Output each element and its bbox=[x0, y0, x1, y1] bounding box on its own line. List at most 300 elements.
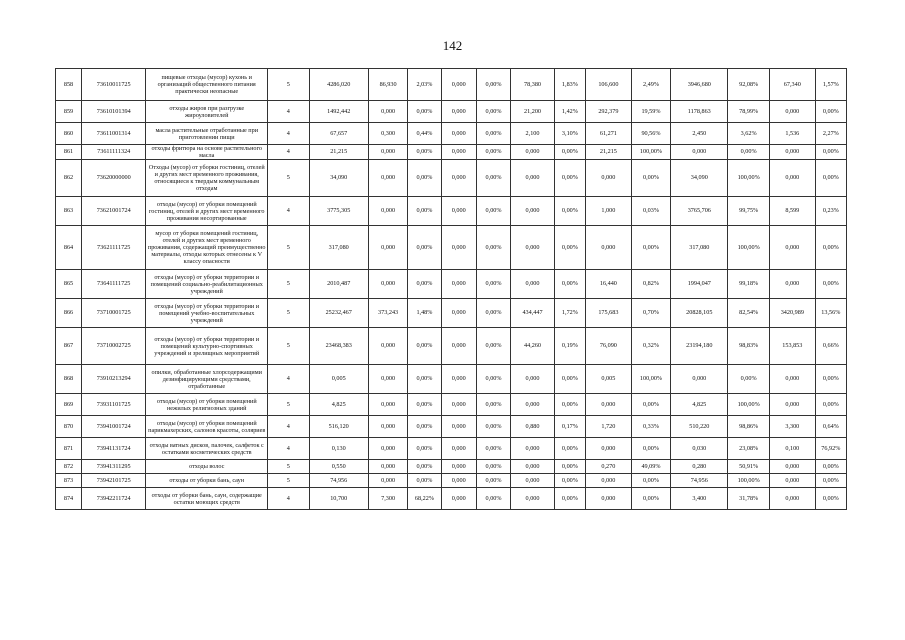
table-cell: 98,86% bbox=[728, 416, 770, 438]
table-cell-name: отходы (мусор) от уборки территории и помещений социально-реабилитационных учреждений bbox=[146, 270, 268, 299]
table-cell: 44,260 bbox=[511, 328, 555, 365]
table-cell: 870 bbox=[56, 416, 82, 438]
table-row bbox=[56, 416, 847, 438]
table-cell: 0,270 bbox=[586, 460, 632, 474]
table-cell: 0,000 bbox=[441, 69, 476, 101]
table-cell: 21,215 bbox=[586, 145, 632, 160]
table-row bbox=[56, 197, 847, 226]
table-cell: 106,600 bbox=[586, 69, 632, 101]
table-cell: 0,00% bbox=[476, 365, 510, 394]
table-row bbox=[56, 123, 847, 145]
table-cell: 73910213294 bbox=[81, 365, 145, 394]
table-cell: 0,000 bbox=[368, 460, 407, 474]
table-cell: 0,00% bbox=[476, 488, 510, 510]
table-cell: 4 bbox=[268, 488, 310, 510]
table-cell: 2,450 bbox=[671, 123, 728, 145]
table-cell: 0,00% bbox=[554, 474, 585, 488]
table-cell: 0,00% bbox=[728, 365, 770, 394]
table-cell: 0,00% bbox=[815, 226, 846, 270]
table-cell: 100,00% bbox=[631, 365, 670, 394]
table-cell: 0,00% bbox=[476, 197, 510, 226]
table-cell: 0,19% bbox=[554, 328, 585, 365]
table-cell: 25232,467 bbox=[309, 299, 368, 328]
table-row bbox=[56, 474, 847, 488]
table-cell: 20828,105 bbox=[671, 299, 728, 328]
table-cell: 99,75% bbox=[728, 197, 770, 226]
table-cell: 1,536 bbox=[769, 123, 815, 145]
table-cell: 0,550 bbox=[309, 460, 368, 474]
table-cell: 869 bbox=[56, 394, 82, 416]
table-cell: 0,00% bbox=[476, 438, 510, 460]
table-cell: 0,00% bbox=[815, 474, 846, 488]
table-cell: 0,00% bbox=[408, 365, 441, 394]
table-row bbox=[56, 394, 847, 416]
table-cell: 0,000 bbox=[511, 270, 555, 299]
table-cell: 4 bbox=[268, 438, 310, 460]
table-cell: 0,00% bbox=[408, 197, 441, 226]
table-cell: 0,000 bbox=[511, 160, 555, 197]
table-cell: 0,000 bbox=[769, 101, 815, 123]
table-cell: 73621111725 bbox=[81, 226, 145, 270]
table-cell: 867 bbox=[56, 328, 82, 365]
table-cell: 1,83% bbox=[554, 69, 585, 101]
table-cell: 0,000 bbox=[586, 226, 632, 270]
table-cell: 5 bbox=[268, 226, 310, 270]
table-cell: 5 bbox=[268, 160, 310, 197]
table-cell: 1492,442 bbox=[309, 101, 368, 123]
table-cell: 4 bbox=[268, 197, 310, 226]
table-cell: 0,00% bbox=[408, 394, 441, 416]
table-cell: 860 bbox=[56, 123, 82, 145]
table-cell: 0,00% bbox=[554, 394, 585, 416]
table-cell: 73611111324 bbox=[81, 145, 145, 160]
table-cell: 0,00% bbox=[476, 123, 510, 145]
table-cell: 0,000 bbox=[769, 394, 815, 416]
table-cell: 0,000 bbox=[586, 474, 632, 488]
table-cell-name: опилки, обработанные хлорсодержащими дезинфицирующими средствами, отработанные bbox=[146, 365, 268, 394]
table-cell: 0,00% bbox=[476, 69, 510, 101]
table-cell: 0,00% bbox=[815, 394, 846, 416]
table-cell: 0,00% bbox=[476, 416, 510, 438]
table-cell: 4 bbox=[268, 416, 310, 438]
table-cell: 0,000 bbox=[586, 160, 632, 197]
table-cell: 0,000 bbox=[441, 394, 476, 416]
table-cell: 67,340 bbox=[769, 69, 815, 101]
table-cell-name: мусор от уборки помещений гостиниц, отелей и других мест временного проживания, содержащий преимущественно материалы, отходы которых отнесены к V классу опасности bbox=[146, 226, 268, 270]
table-cell: 0,030 bbox=[671, 438, 728, 460]
table-cell: 0,17% bbox=[554, 416, 585, 438]
table-cell: 3946,680 bbox=[671, 69, 728, 101]
table-cell: 100,00% bbox=[631, 145, 670, 160]
table-cell: 3765,706 bbox=[671, 197, 728, 226]
table-cell: 0,00% bbox=[408, 474, 441, 488]
table-cell: 868 bbox=[56, 365, 82, 394]
table-cell: 0,00% bbox=[631, 438, 670, 460]
table-cell: 67,657 bbox=[309, 123, 368, 145]
table-cell: 0,00% bbox=[815, 270, 846, 299]
table-cell: 317,080 bbox=[309, 226, 368, 270]
table-cell: 0,000 bbox=[368, 474, 407, 488]
table-cell: 0,100 bbox=[769, 438, 815, 460]
table-cell-name: масла растительные отработанные при приготовлении пищи bbox=[146, 123, 268, 145]
table-cell: 73620000000 bbox=[81, 160, 145, 197]
table-cell: 0,005 bbox=[309, 365, 368, 394]
table-cell: 0,000 bbox=[368, 101, 407, 123]
table-cell: 0,00% bbox=[631, 226, 670, 270]
table-cell: 98,83% bbox=[728, 328, 770, 365]
table-cell: 0,000 bbox=[441, 365, 476, 394]
table-cell: 0,00% bbox=[476, 145, 510, 160]
table-cell: 23468,383 bbox=[309, 328, 368, 365]
table-cell: 0,000 bbox=[441, 145, 476, 160]
table-cell-name: отходы (мусор) от уборки помещений гостиниц, отелей и других мест временного проживания несортированные bbox=[146, 197, 268, 226]
table-cell: 0,00% bbox=[815, 488, 846, 510]
table-cell: 34,090 bbox=[671, 160, 728, 197]
table-cell: 0,66% bbox=[815, 328, 846, 365]
table-cell: 0,000 bbox=[441, 416, 476, 438]
table-cell: 73621001724 bbox=[81, 197, 145, 226]
table-cell: 1,42% bbox=[554, 101, 585, 123]
table-cell: 5 bbox=[268, 394, 310, 416]
table-cell: 0,00% bbox=[408, 438, 441, 460]
table-cell: 23,08% bbox=[728, 438, 770, 460]
table-cell: 0,000 bbox=[441, 160, 476, 197]
table-cell: 0,000 bbox=[441, 460, 476, 474]
table-cell: 3,400 bbox=[671, 488, 728, 510]
table-cell-name: отходы (мусор) от уборки помещений парикмахерских, салонов красоты, соляриев bbox=[146, 416, 268, 438]
table-cell: 4 bbox=[268, 123, 310, 145]
table-cell: 100,00% bbox=[728, 394, 770, 416]
table-cell: 1,72% bbox=[554, 299, 585, 328]
table-cell: 5 bbox=[268, 299, 310, 328]
table-cell: 100,00% bbox=[728, 474, 770, 488]
table-cell: 73641111725 bbox=[81, 270, 145, 299]
table-cell: 50,91% bbox=[728, 460, 770, 474]
table-cell: 0,000 bbox=[368, 416, 407, 438]
table-cell: 0,00% bbox=[631, 474, 670, 488]
table-cell: 0,00% bbox=[554, 488, 585, 510]
table-cell: 153,853 bbox=[769, 328, 815, 365]
table-cell: 0,300 bbox=[368, 123, 407, 145]
table-cell: 2,49% bbox=[631, 69, 670, 101]
table-cell: 0,000 bbox=[368, 197, 407, 226]
table-cell: 2,03% bbox=[408, 69, 441, 101]
table-cell: 73941131724 bbox=[81, 438, 145, 460]
table-cell: 31,78% bbox=[728, 488, 770, 510]
table-row bbox=[56, 299, 847, 328]
table-cell: 2,27% bbox=[815, 123, 846, 145]
table-cell: 0,23% bbox=[815, 197, 846, 226]
table-cell: 73610101394 bbox=[81, 101, 145, 123]
table-row bbox=[56, 460, 847, 474]
table-cell: 0,00% bbox=[815, 365, 846, 394]
table-cell: 0,00% bbox=[476, 270, 510, 299]
table-cell: 0,000 bbox=[586, 438, 632, 460]
table-cell: 4286,020 bbox=[309, 69, 368, 101]
table-cell: 3,62% bbox=[728, 123, 770, 145]
table-cell: 5 bbox=[268, 328, 310, 365]
table-cell: 4 bbox=[268, 365, 310, 394]
table-cell: 0,00% bbox=[815, 101, 846, 123]
table-cell: 516,120 bbox=[309, 416, 368, 438]
table-cell: 13,56% bbox=[815, 299, 846, 328]
table-cell: 0,00% bbox=[408, 328, 441, 365]
table-cell: 0,00% bbox=[815, 460, 846, 474]
table-cell: 874 bbox=[56, 488, 82, 510]
table-cell: 0,000 bbox=[511, 394, 555, 416]
table-cell: 0,00% bbox=[554, 145, 585, 160]
table-cell: 0,00% bbox=[815, 160, 846, 197]
table-cell-name: Отходы (мусор) от уборки гостиниц, отелей и других мест временного проживания, относящиеся к твердым коммунальным отходам bbox=[146, 160, 268, 197]
table-cell: 0,000 bbox=[586, 394, 632, 416]
table-cell-name: отходы фритюра на основе растительного масла bbox=[146, 145, 268, 160]
table-cell: 0,00% bbox=[476, 299, 510, 328]
table-body bbox=[56, 69, 847, 510]
table-cell: 871 bbox=[56, 438, 82, 460]
table-cell: 0,000 bbox=[511, 438, 555, 460]
table-cell: 0,00% bbox=[408, 416, 441, 438]
table-cell: 3420,989 bbox=[769, 299, 815, 328]
table-cell: 0,00% bbox=[631, 488, 670, 510]
table-cell: 78,99% bbox=[728, 101, 770, 123]
table-cell: 0,005 bbox=[586, 365, 632, 394]
table-cell: 873 bbox=[56, 474, 82, 488]
table-cell: 0,00% bbox=[631, 394, 670, 416]
table-cell: 2,100 bbox=[511, 123, 555, 145]
table-cell: 862 bbox=[56, 160, 82, 197]
table-cell: 76,92% bbox=[815, 438, 846, 460]
table-cell: 76,090 bbox=[586, 328, 632, 365]
table-cell: 0,00% bbox=[728, 145, 770, 160]
table-cell: 0,00% bbox=[408, 226, 441, 270]
table-row bbox=[56, 488, 847, 510]
table-cell-name: пищевые отходы (мусор) кухонь и организаций общественного питания практически неопасные bbox=[146, 69, 268, 101]
table-cell: 16,440 bbox=[586, 270, 632, 299]
table-cell: 73942211724 bbox=[81, 488, 145, 510]
table-cell: 1,57% bbox=[815, 69, 846, 101]
table-cell: 2010,487 bbox=[309, 270, 368, 299]
table-cell: 0,00% bbox=[476, 101, 510, 123]
table-cell: 1,720 bbox=[586, 416, 632, 438]
table-cell-name: отходы волос bbox=[146, 460, 268, 474]
table-cell: 0,00% bbox=[476, 226, 510, 270]
table-cell: 0,000 bbox=[511, 474, 555, 488]
table-cell-name: отходы (мусор) от уборки территории и помещений культурно-спортивных учреждений и зрелищных мероприятий bbox=[146, 328, 268, 365]
table-cell: 0,00% bbox=[554, 365, 585, 394]
table-cell: 0,000 bbox=[441, 328, 476, 365]
table-cell: 0,44% bbox=[408, 123, 441, 145]
table-cell: 0,000 bbox=[441, 299, 476, 328]
table-cell: 0,00% bbox=[554, 197, 585, 226]
table-cell: 0,000 bbox=[441, 488, 476, 510]
table-cell: 21,200 bbox=[511, 101, 555, 123]
table-row bbox=[56, 145, 847, 160]
table-cell: 0,000 bbox=[511, 460, 555, 474]
table-cell: 3775,305 bbox=[309, 197, 368, 226]
table-row bbox=[56, 328, 847, 365]
page-number: 142 bbox=[442, 38, 463, 53]
table-cell: 19,59% bbox=[631, 101, 670, 123]
table-cell: 0,00% bbox=[476, 160, 510, 197]
table-cell: 865 bbox=[56, 270, 82, 299]
table-cell: 859 bbox=[56, 101, 82, 123]
waste-table bbox=[55, 68, 847, 510]
table-cell: 61,271 bbox=[586, 123, 632, 145]
table-cell: 0,00% bbox=[476, 460, 510, 474]
table-cell: 0,00% bbox=[408, 101, 441, 123]
table-cell: 73931101725 bbox=[81, 394, 145, 416]
table-row bbox=[56, 226, 847, 270]
table-row bbox=[56, 101, 847, 123]
table-cell: 373,243 bbox=[368, 299, 407, 328]
table-row bbox=[56, 69, 847, 101]
table-cell: 0,000 bbox=[769, 365, 815, 394]
table-row bbox=[56, 438, 847, 460]
table-cell: 510,220 bbox=[671, 416, 728, 438]
table-cell: 73941001724 bbox=[81, 416, 145, 438]
table-cell: 74,956 bbox=[309, 474, 368, 488]
table-cell: 0,00% bbox=[408, 145, 441, 160]
table-cell-name: отходы ватных дисков, палочек, салфеток с остатками косметических средств bbox=[146, 438, 268, 460]
table-cell: 21,215 bbox=[309, 145, 368, 160]
table-cell: 0,000 bbox=[769, 460, 815, 474]
table-cell: 858 bbox=[56, 69, 82, 101]
table-cell: 0,00% bbox=[476, 328, 510, 365]
table-cell: 0,000 bbox=[368, 328, 407, 365]
table-cell: 872 bbox=[56, 460, 82, 474]
table-cell: 0,000 bbox=[511, 365, 555, 394]
table-cell-name: отходы (мусор) от уборки помещений нежилых религиозных зданий bbox=[146, 394, 268, 416]
table-cell: 0,00% bbox=[476, 474, 510, 488]
table-cell: 0,000 bbox=[511, 488, 555, 510]
table-cell: 0,000 bbox=[671, 145, 728, 160]
table-cell: 0,000 bbox=[368, 226, 407, 270]
table-cell: 34,090 bbox=[309, 160, 368, 197]
table-cell-name: отходы жиров при разгрузке жироуловителей bbox=[146, 101, 268, 123]
table-cell: 0,32% bbox=[631, 328, 670, 365]
table-cell: 0,130 bbox=[309, 438, 368, 460]
table-cell-name: отходы от уборки бань, саун bbox=[146, 474, 268, 488]
table-cell: 0,00% bbox=[554, 438, 585, 460]
table-cell: 0,000 bbox=[769, 474, 815, 488]
table-cell: 4 bbox=[268, 145, 310, 160]
table-cell: 0,000 bbox=[441, 101, 476, 123]
table-cell: 0,000 bbox=[441, 123, 476, 145]
table-cell: 0,70% bbox=[631, 299, 670, 328]
table-cell: 0,000 bbox=[441, 270, 476, 299]
table-cell: 73611001314 bbox=[81, 123, 145, 145]
table-cell: 0,000 bbox=[441, 197, 476, 226]
table-cell: 0,880 bbox=[511, 416, 555, 438]
table-cell: 0,00% bbox=[554, 226, 585, 270]
table-cell: 1,48% bbox=[408, 299, 441, 328]
table-cell: 0,00% bbox=[631, 160, 670, 197]
table-cell: 0,000 bbox=[368, 145, 407, 160]
table-cell: 861 bbox=[56, 145, 82, 160]
table-row bbox=[56, 160, 847, 197]
table-cell: 73942101725 bbox=[81, 474, 145, 488]
table-cell: 74,956 bbox=[671, 474, 728, 488]
table-cell: 0,00% bbox=[476, 394, 510, 416]
table-cell-name: отходы от уборки бань, саун, содержащие остатки моющих средств bbox=[146, 488, 268, 510]
table-cell: 4 bbox=[268, 101, 310, 123]
table-cell: 99,18% bbox=[728, 270, 770, 299]
table-cell: 0,000 bbox=[441, 438, 476, 460]
table-cell: 864 bbox=[56, 226, 82, 270]
table-cell: 3,300 bbox=[769, 416, 815, 438]
table-cell: 0,000 bbox=[368, 438, 407, 460]
table-cell: 4,825 bbox=[671, 394, 728, 416]
table-cell: 0,64% bbox=[815, 416, 846, 438]
table-cell: 0,000 bbox=[586, 488, 632, 510]
table-cell: 0,000 bbox=[511, 226, 555, 270]
table-cell: 73610011725 bbox=[81, 69, 145, 101]
table-cell-name: отходы (мусор) от уборки территории и помещений учебно-воспитательных учреждений bbox=[146, 299, 268, 328]
table-cell: 73710001725 bbox=[81, 299, 145, 328]
table-cell: 73941311295 bbox=[81, 460, 145, 474]
table-cell: 866 bbox=[56, 299, 82, 328]
table-cell: 4,825 bbox=[309, 394, 368, 416]
table-cell: 0,280 bbox=[671, 460, 728, 474]
table-cell: 863 bbox=[56, 197, 82, 226]
table-cell: 82,54% bbox=[728, 299, 770, 328]
table-cell: 292,379 bbox=[586, 101, 632, 123]
table-row bbox=[56, 270, 847, 299]
table-cell: 0,000 bbox=[769, 226, 815, 270]
table-cell: 0,82% bbox=[631, 270, 670, 299]
table-cell: 0,000 bbox=[441, 226, 476, 270]
table-cell: 92,08% bbox=[728, 69, 770, 101]
table-cell: 1994,047 bbox=[671, 270, 728, 299]
table-cell: 8,599 bbox=[769, 197, 815, 226]
table-cell: 23194,180 bbox=[671, 328, 728, 365]
table-cell: 317,080 bbox=[671, 226, 728, 270]
table-cell: 0,000 bbox=[511, 145, 555, 160]
table-cell: 1178,863 bbox=[671, 101, 728, 123]
table-cell: 0,000 bbox=[441, 474, 476, 488]
table-cell: 73710002725 bbox=[81, 328, 145, 365]
table-cell: 0,00% bbox=[815, 145, 846, 160]
table-cell: 5 bbox=[268, 270, 310, 299]
table-cell: 7,300 bbox=[368, 488, 407, 510]
table-cell: 0,000 bbox=[769, 488, 815, 510]
table-cell: 0,00% bbox=[408, 160, 441, 197]
table-cell: 0,000 bbox=[769, 145, 815, 160]
table-cell: 100,00% bbox=[728, 160, 770, 197]
table-cell: 86,930 bbox=[368, 69, 407, 101]
table-cell: 0,33% bbox=[631, 416, 670, 438]
table-row bbox=[56, 365, 847, 394]
table-cell: 90,56% bbox=[631, 123, 670, 145]
table-cell: 0,000 bbox=[769, 270, 815, 299]
table-cell: 0,000 bbox=[368, 365, 407, 394]
table-cell: 0,03% bbox=[631, 197, 670, 226]
table-cell: 0,00% bbox=[554, 160, 585, 197]
table-cell: 0,00% bbox=[408, 270, 441, 299]
table-cell: 68,22% bbox=[408, 488, 441, 510]
table-cell: 100,00% bbox=[728, 226, 770, 270]
table-cell: 0,000 bbox=[671, 365, 728, 394]
table-cell: 5 bbox=[268, 474, 310, 488]
table-cell: 1,000 bbox=[586, 197, 632, 226]
table-cell: 5 bbox=[268, 69, 310, 101]
table-cell: 78,380 bbox=[511, 69, 555, 101]
table-cell: 0,00% bbox=[554, 460, 585, 474]
table-cell: 5 bbox=[268, 460, 310, 474]
table-cell: 175,683 bbox=[586, 299, 632, 328]
table-cell: 0,000 bbox=[368, 394, 407, 416]
table-cell: 0,000 bbox=[368, 160, 407, 197]
